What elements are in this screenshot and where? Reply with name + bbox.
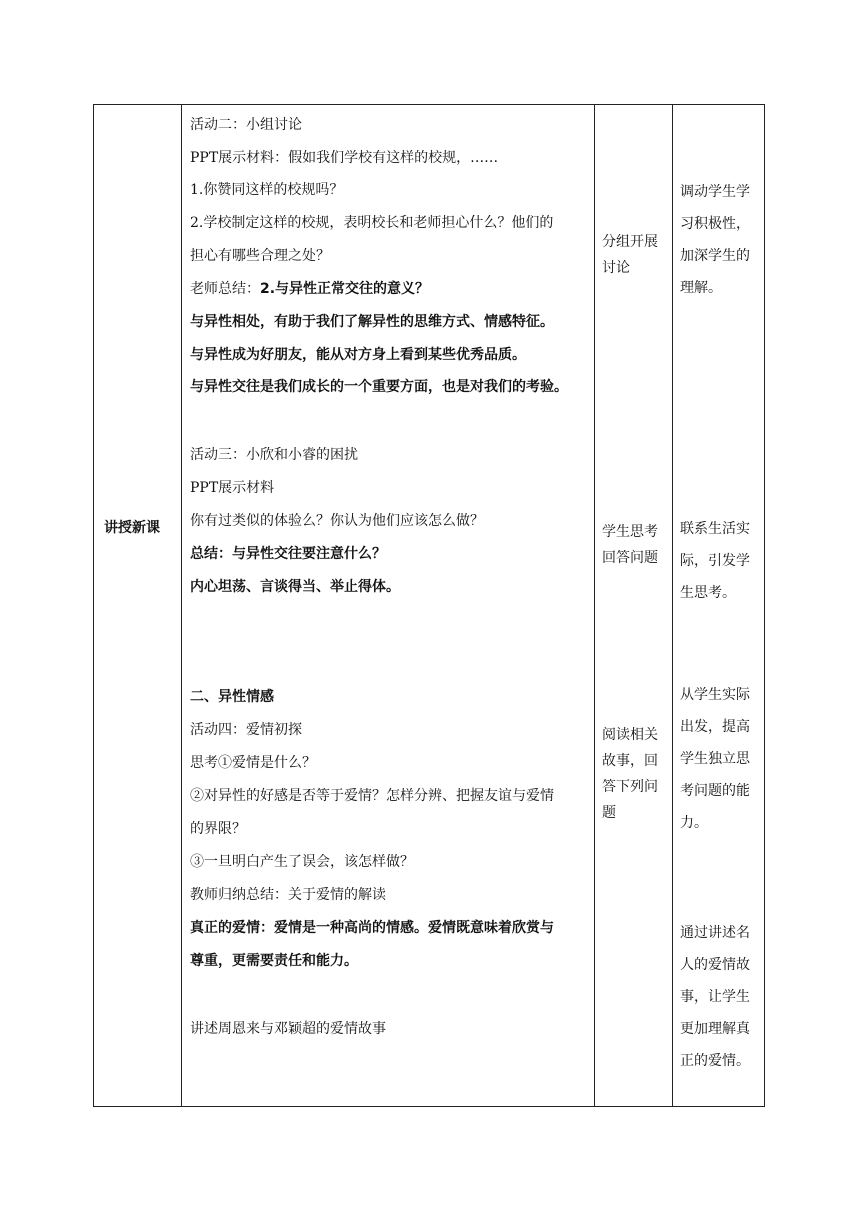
student-activity-3: 阅读相关 故事，回 答下列问 题 [602,727,658,821]
true-love-line-1: 真正的爱情：爱情是一种高尚的情感。爱情既意味着欣赏与 [190,920,554,936]
point-two: 与异性成为好朋友，能从对方身上看到某些优秀品质。 [190,347,526,363]
think-question-one: 思考①爱情是什么？ [190,755,316,771]
column-divider-1 [181,105,182,1106]
design-intent-2: 联系生活实 际，引发学 生思考。 [680,521,750,601]
ppt-material-line-2: PPT展示材料 [190,480,275,496]
meaning-heading: 2.与异性正常交往的意义？ [260,281,430,297]
column-divider-2 [594,105,595,1106]
student-activity-2: 学生思考 回答问题 [602,524,658,566]
design-intent-1: 调动学生学 习积极性， 加深学生的 理解。 [680,184,750,296]
activity-three-title: 活动三：小欣和小睿的困扰 [190,447,358,463]
think-question-two-line-1: ②对异性的好感是否等于爱情？怎样分辨、把握友谊与爱情 [190,788,554,804]
summary-answer: 内心坦荡、言谈得当、举止得体。 [190,579,400,595]
point-one: 与异性相处，有助于我们了解异性的思维方式、情感特征。 [190,314,554,330]
teacher-summary-line [190,279,429,299]
design-intent-4: 通过讲述名 人的爱情故 事，让学生 更加理解真 正的爱情。 [680,925,750,1069]
question-two-line-2: 担心有哪些合理之处？ [190,248,330,264]
activity-two-title: 活动二：小组讨论 [190,117,302,133]
point-three: 与异性交往是我们成长的一个重要方面，也是对我们的考验。 [190,379,568,395]
activity-four-title: 活动四：爱情初探 [190,722,302,738]
section-two-heading: 二、异性情感 [190,689,274,705]
design-intent-3: 从学生实际 出发，提高 学生独立思 考问题的能 力。 [680,687,750,831]
student-activity-1: 分组开展 讨论 [602,234,658,276]
true-love-line-2: 尊重，更需要责任和能力。 [190,953,358,969]
column-divider-3 [672,105,673,1106]
think-question-three: ③一旦明白产生了误会，该怎样做？ [190,854,414,870]
lesson-plan-table [93,104,765,1107]
teacher-conclusion: 教师归纳总结：关于爱情的解读 [190,887,386,903]
think-question-two-line-2: 的界限？ [190,821,246,837]
ppt-material-line: PPT展示材料：假如我们学校有这样的校规，…… [190,150,499,166]
question-two-line-1: 2.学校制定这样的校规，表明校长和老师担心什么？他们的 [190,215,554,231]
story-line: 讲述周恩来与邓颖超的爱情故事 [190,1021,386,1037]
teacher-summary-label: 老师总结： [190,281,260,297]
summary-question: 总结：与异性交往要注意什么？ [190,546,386,562]
experience-question: 你有过类似的体验么？你认为他们应该怎么做？ [190,513,484,529]
section-label: 讲授新课 [104,520,160,536]
question-one: 1.你赞同这样的校规吗？ [190,182,344,198]
